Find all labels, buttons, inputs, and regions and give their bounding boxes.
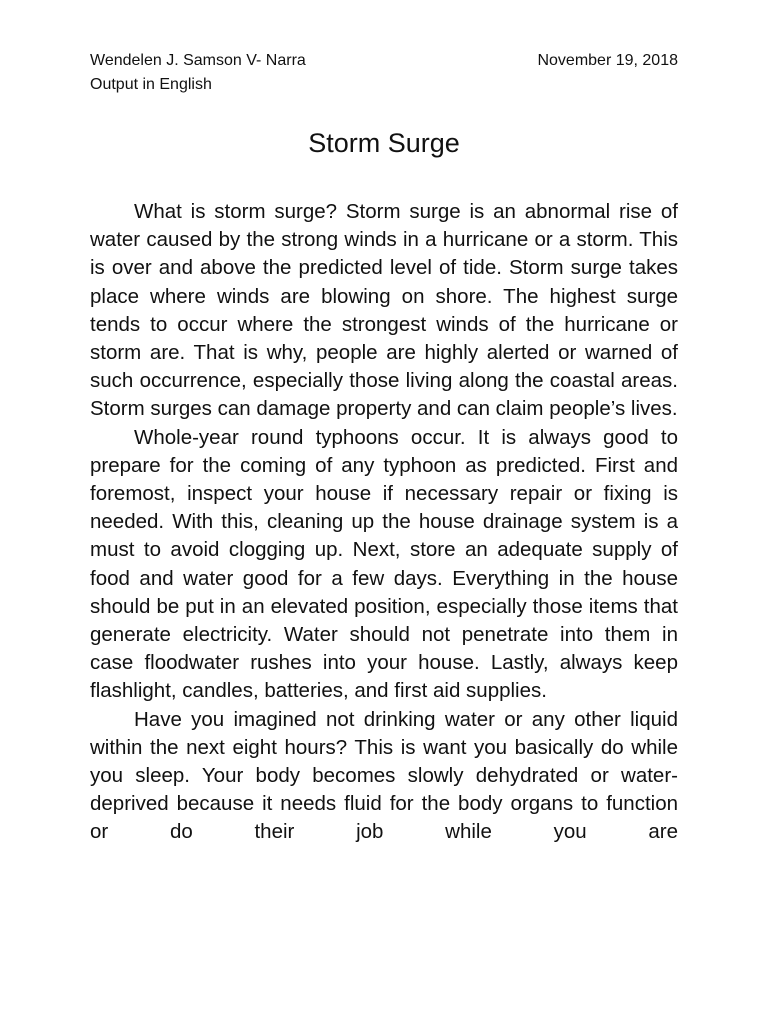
- header-row: [90, 49, 678, 73]
- document-title: Storm Surge: [308, 128, 460, 158]
- date-line: November 19, 2018: [537, 52, 678, 69]
- paragraph-3: Have you imagined not drinking water or any other liquid within the next eight hours? This is want you basically do while you sleep. Your body becomes slowly dehydrated or water-deprived because it needs fluid for the body organs to function or do their job while you are: [90, 707, 678, 844]
- paragraph-1: What is storm surge? Storm surge is an abnormal rise of water caused by the strong winds in a hurricane or a storm. This is over and above the predicted level of tide. Storm surge takes place where winds are blowing on shore. The highest surge tends to occur where the strongest winds of the hurricane or storm are. That is why, people are highly alerted or warned of such occurrence, especially those living along the coastal areas. Storm surges can damage property and can claim people’s lives.: [90, 200, 678, 421]
- document-header: [90, 49, 678, 97]
- subtitle-line: Output in English: [90, 76, 212, 93]
- author-line: Wendelen J. Samson V- Narra: [90, 52, 306, 69]
- document-body: [90, 198, 678, 847]
- paragraph-2: Whole-year round typhoons occur. It is always good to prepare for the coming of any typhoon as predicted. First and foremost, inspect your house if necessary repair or fixing is needed. With this, cleaning up the house drainage system is a must to avoid clogging up. Next, store an adequate supply of food and water good for a few days. Everything in the house should be put in an elevated position, especially those items that generate electricity. Water should not penetrate into them in case floodwater rushes into your house. Lastly, always keep flashlight, candles, batteries, and first aid supplies.: [90, 425, 678, 703]
